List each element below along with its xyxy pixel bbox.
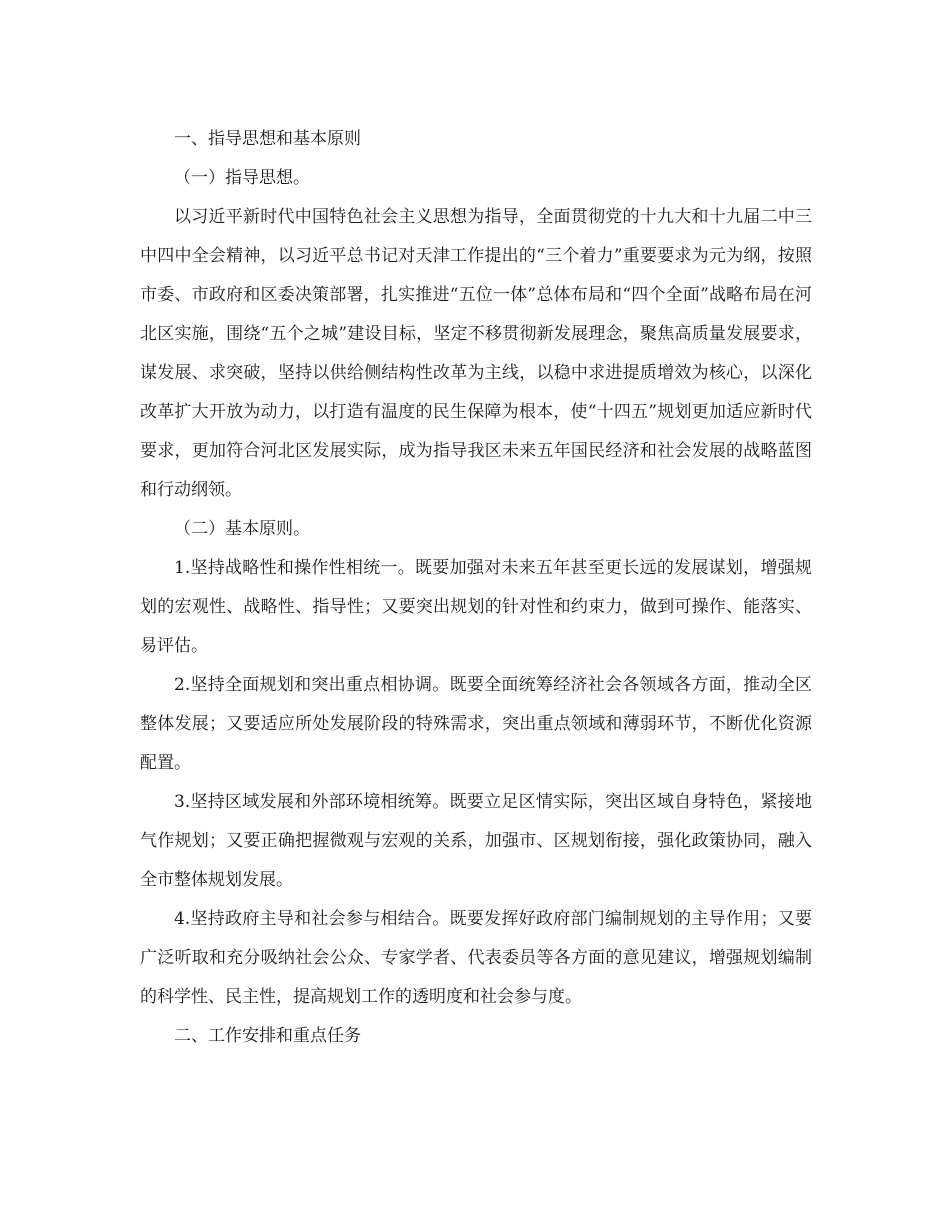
principle-item-3: 3.坚持区域发展和外部环境相统筹。既要立足区情实际，突出区域自身特色，紧接地气作规划；又要正确把握微观与宏观的关系，加强市、区规划衔接，强化政策协同，融入全市整体规划发展。 bbox=[140, 792, 812, 890]
principle-item-4: 4.坚持政府主导和社会参与相结合。既要发挥好政府部门编制规划的主导作用；又要广泛听取和充分吸纳社会公众、专家学者、代表委员等各方面的意见建议，增强规划编制的科学性、民主性，提高规划工作的透明度和社会参与度。 bbox=[140, 909, 812, 1007]
subheading-basic-principles: （二）基本原则。 bbox=[174, 519, 310, 539]
section-heading-work-arrangement: 二、工作安排和重点任务 bbox=[174, 1026, 361, 1046]
paragraph-guiding-ideology: 以习近平新时代中国特色社会主义思想为指导，全面贯彻党的十九大和十九届二中三中四中全会精神，以习近平总书记对天津工作提出的“三个着力”重要要求为元为纲，按照市委、市政府和区委决策部署，扎实推进“五位一体”总体布局和“四个全面”战略布局在河北区实施，围绕“五个之城”建设目标，坚定不移贯彻新发展理念，聚焦高质量发展要求，谋发展、求突破，坚持以供给侧结构性改革为主线，以稳中求进提质增效为核心，以深化改革扩大开放为动力，以打造有温度的民生保障为根本，使“十四五”规划更加适应新时代要求，更加符合河北区发展实际，成为指导我区未来五年国民经济和社会发展的战略蓝图和行动纲领。 bbox=[140, 207, 812, 500]
subheading-guiding-ideology: （一）指导思想。 bbox=[174, 168, 310, 188]
principle-item-1: 1.坚持战略性和操作性相统一。既要加强对未来五年甚至更长远的发展谋划，增强规划的宏观性、战略性、指导性；又要突出规划的针对性和约束力，做到可操作、能落实、易评估。 bbox=[140, 558, 812, 656]
document-body bbox=[140, 120, 812, 1056]
section-heading-guiding-principles: 一、指导思想和基本原则 bbox=[174, 129, 361, 149]
principle-item-2: 2.坚持全面规划和突出重点相协调。既要全面统筹经济社会各领域各方面，推动全区整体发展；又要适应所处发展阶段的特殊需求，突出重点领域和薄弱环节，不断优化资源配置。 bbox=[140, 675, 812, 773]
